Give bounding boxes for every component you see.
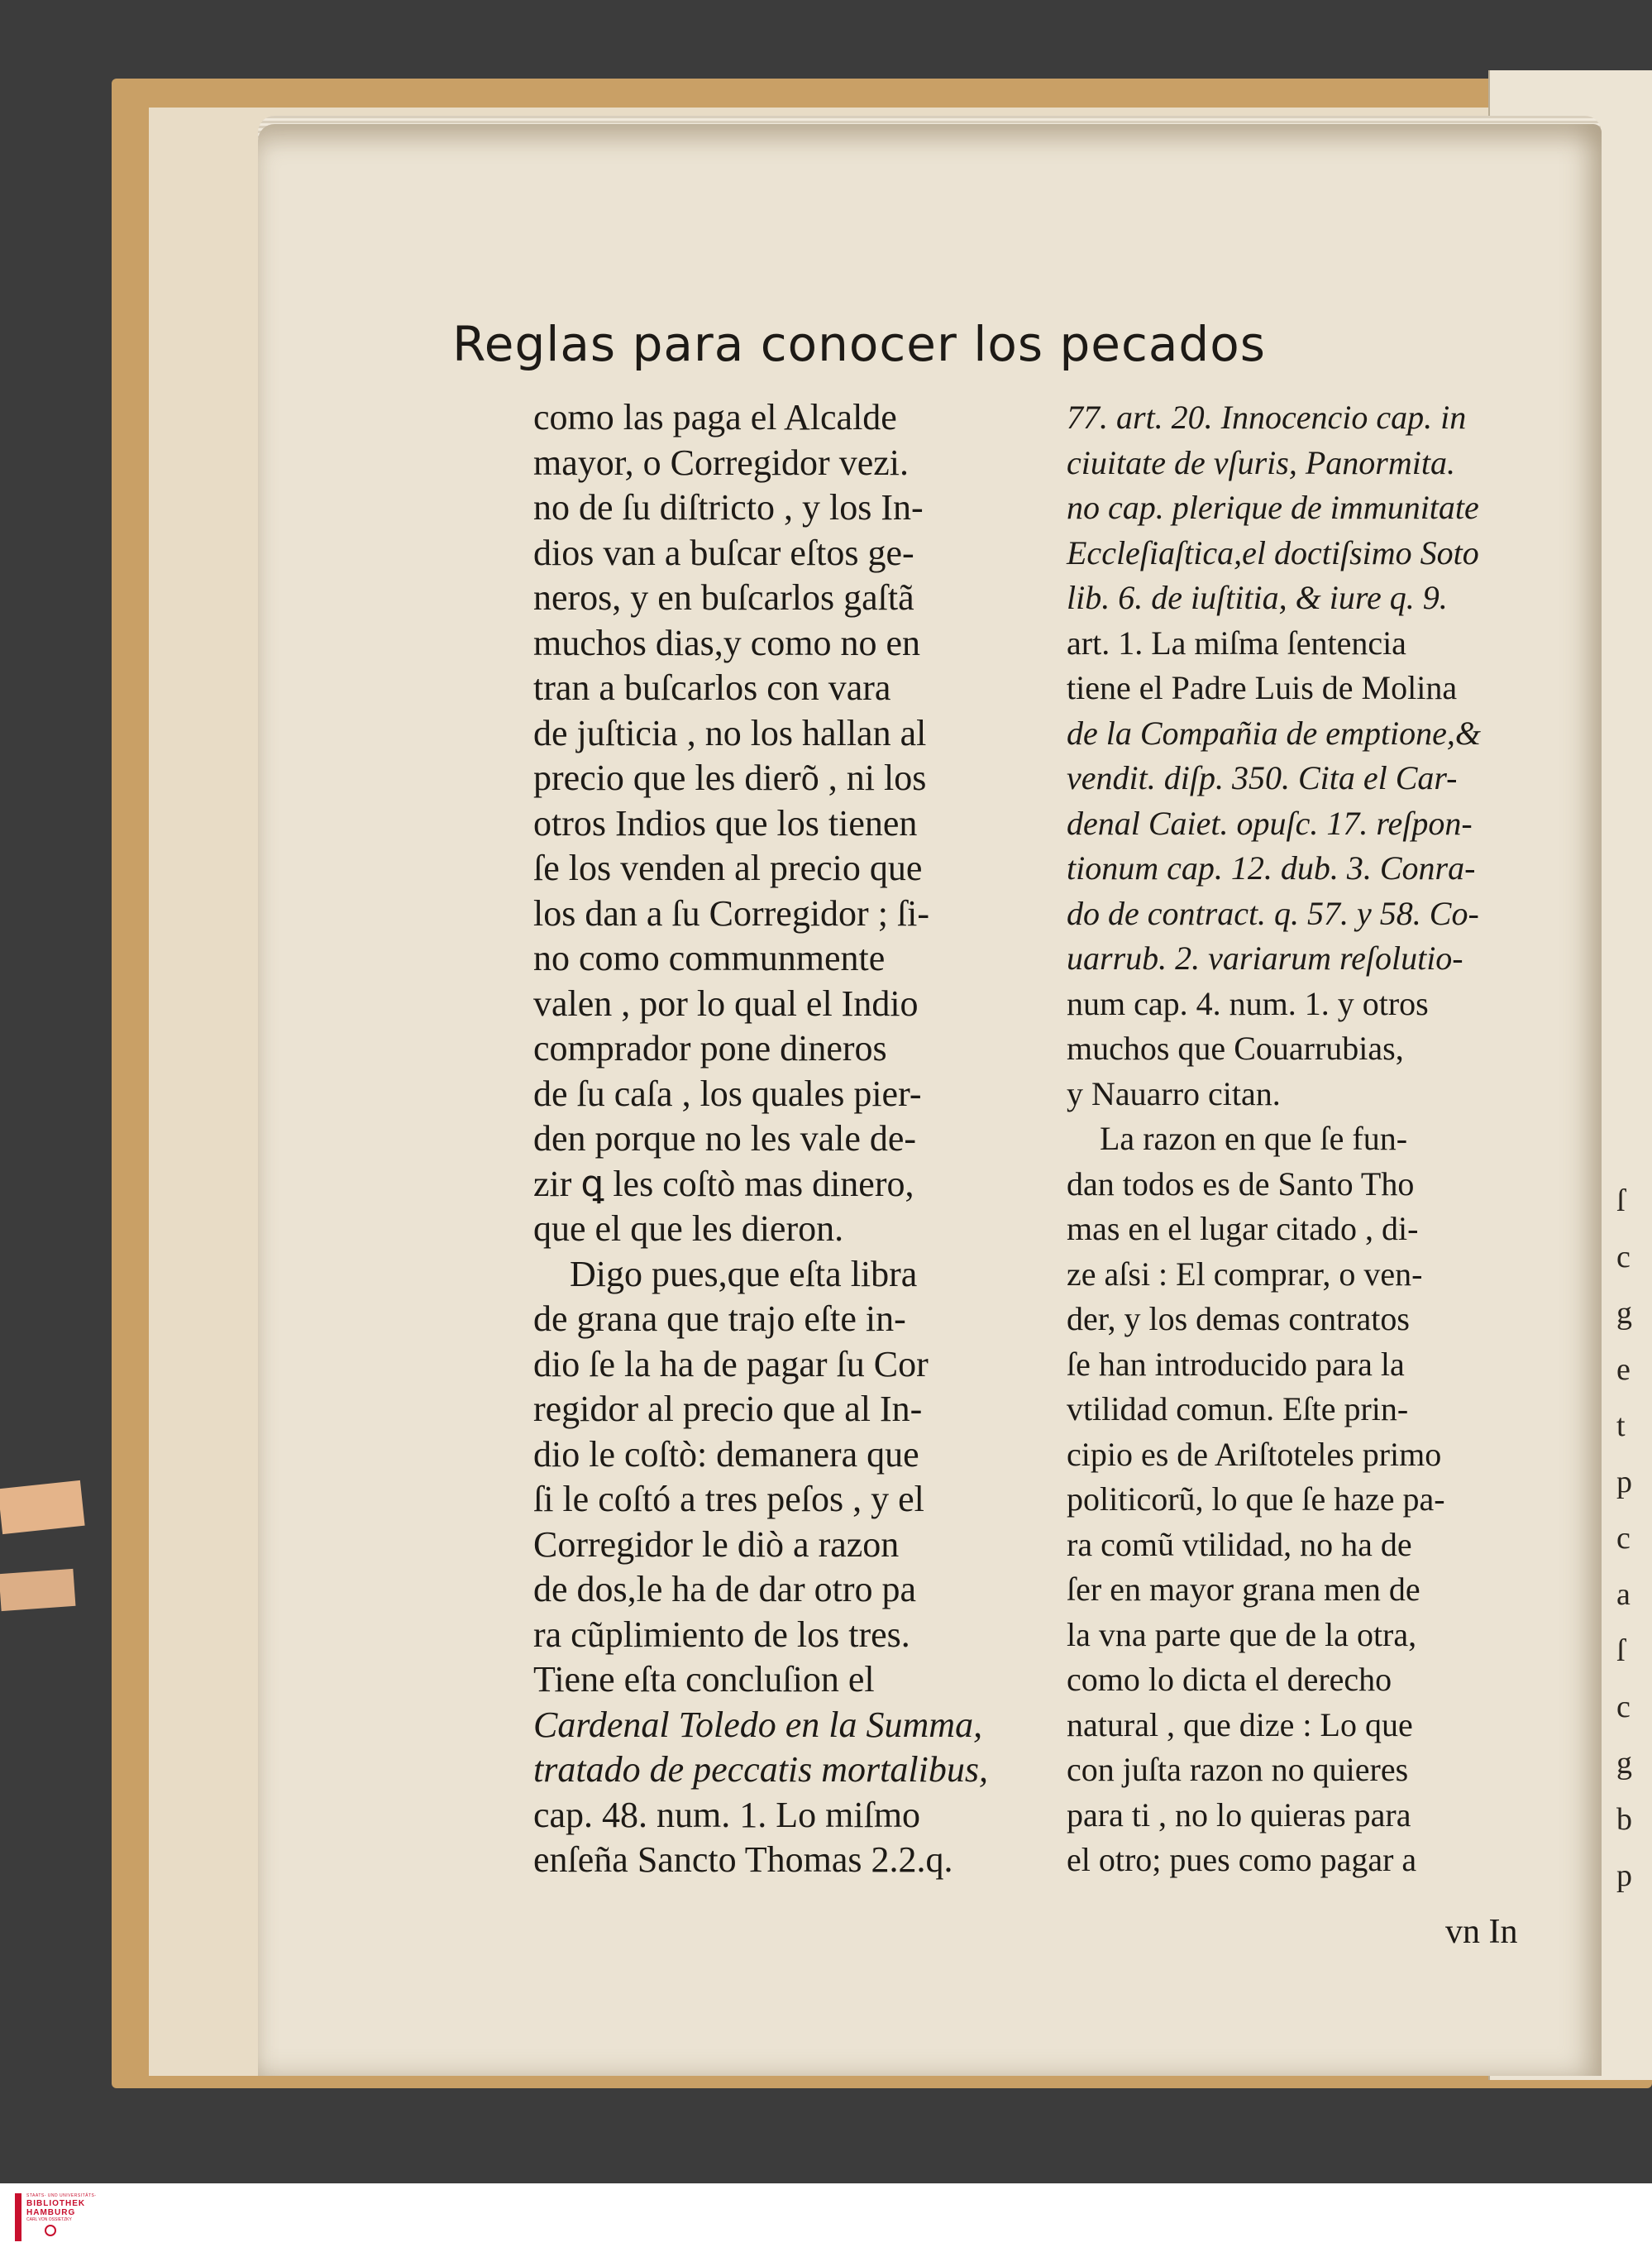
- edge-letter: p: [1616, 1465, 1632, 1499]
- right-column-line: art. 1. La miſma ſentencia: [1067, 624, 1406, 662]
- right-column-line: lib. 6. de iuſtitia, & iure q. 9.: [1067, 579, 1448, 616]
- logo-mark-icon: [15, 2193, 21, 2241]
- catchword: vn In: [1445, 1913, 1518, 1951]
- right-column-line: mas en el lugar citado , di-: [1067, 1210, 1419, 1247]
- edge-letter: g: [1616, 1746, 1632, 1781]
- left-column-line: Digo pues,que eſta libra: [570, 1253, 918, 1294]
- logo-line-4: CARL VON OSSIETZKY: [26, 2217, 72, 2222]
- running-head: [0, 316, 1652, 372]
- logo-text: [26, 2193, 97, 2236]
- left-column-line: cap. 48. num. 1. Lo miſmo: [533, 1794, 921, 1835]
- left-column-line: enſeña Sancto Thomas 2.2.q.: [533, 1839, 953, 1880]
- edge-letter: g: [1616, 1296, 1632, 1331]
- right-column-line: tionum cap. 12. dub. 3. Conra-: [1067, 849, 1476, 887]
- left-column-line: de dos,le ha de dar otro pa: [533, 1569, 917, 1609]
- right-column-line: cipio es de Ariſtoteles primo: [1067, 1435, 1442, 1473]
- edge-letter: e: [1616, 1352, 1631, 1387]
- right-column-line: ciuitate de vſuris, Panormita.: [1067, 443, 1455, 481]
- left-column-line: den porque no les vale de-: [533, 1118, 917, 1159]
- edge-letter: b: [1616, 1802, 1632, 1837]
- left-column-line: de grana que trajo eſte in-: [533, 1298, 906, 1339]
- left-column-line: no de ſu diſtricto , y los In-: [533, 487, 924, 528]
- right-column-line: La razon en que ſe fun-: [1100, 1120, 1408, 1157]
- running-head-text: Reglas para conocer los pecados: [452, 316, 1266, 372]
- right-column-line: num cap. 4. num. 1. y otros: [1067, 984, 1429, 1022]
- logo-line-2: BIBLIOTHEK: [26, 2199, 86, 2208]
- library-logo: [15, 2193, 106, 2243]
- right-column-line: el otro; pues como pagar a: [1067, 1841, 1417, 1878]
- right-column-line: vtilidad comun. Eſte prin-: [1067, 1390, 1409, 1427]
- left-column-line: de juſticia , no los hallan al: [533, 712, 927, 753]
- right-column-line: denal Caiet. opuſc. 17. reſpon-: [1067, 804, 1473, 842]
- right-column-line: tiene el Padre Luis de Molina: [1067, 669, 1458, 706]
- right-column-line: dan todos es de Santo Tho: [1067, 1164, 1415, 1203]
- left-text-column: [533, 395, 1029, 1883]
- left-column-line: otros Indios que los tienen: [533, 802, 918, 844]
- edge-letter: p: [1616, 1858, 1632, 1893]
- right-column-line: para ti , no lo quieras para: [1067, 1795, 1411, 1834]
- right-column-line: do de contract. q. 57. y 58. Co-: [1067, 894, 1479, 932]
- right-column-line: 77. art. 20. Innocencio cap. in: [1067, 399, 1467, 436]
- left-column-line: valen , por lo qual el Indio: [533, 983, 919, 1024]
- edge-letter: ſ: [1616, 1183, 1626, 1218]
- left-column-line: zir ꝗ les coſtò mas dinero,: [533, 1163, 914, 1204]
- right-column-line: ſer en mayor grana men de: [1067, 1571, 1420, 1608]
- right-column-line: ze aſsi : El comprar, o ven-: [1067, 1255, 1423, 1293]
- right-column-line: y Nauarro citan.: [1067, 1074, 1281, 1112]
- right-column-line: no cap. plerique de immunitate: [1067, 489, 1479, 526]
- footer-bar: [0, 2183, 1652, 2252]
- left-column-line: dios van a buſcar eſtos ge-: [533, 532, 914, 573]
- left-column-line: comprador pone dineros: [533, 1028, 887, 1069]
- edge-letter: t: [1616, 1408, 1626, 1443]
- left-column-line: como las paga el Alcalde: [533, 397, 897, 437]
- left-column-line: Tiene eſta concluſion el: [533, 1659, 875, 1700]
- bookmark-ribbon: [0, 1480, 85, 1534]
- right-column-line: der, y los demas contratos: [1067, 1300, 1410, 1337]
- left-column-line: mayor, o Corregidor vezi.: [533, 442, 909, 483]
- left-column-line: ſe los venden al precio que: [533, 848, 923, 888]
- left-column-line: regidor al precio que al In-: [533, 1389, 923, 1429]
- left-column-line: ra cũplimiento de los tres.: [533, 1614, 910, 1655]
- right-column-line: vendit. diſp. 350. Cita el Car-: [1067, 759, 1458, 796]
- right-column-line: politicorũ, lo que ſe haze pa-: [1067, 1480, 1445, 1518]
- left-column-line: precio que les dierõ , ni los: [533, 758, 927, 798]
- left-column-line: Corregidor le diò a razon: [533, 1523, 900, 1565]
- right-column-line: con juſta razon no quieres: [1067, 1751, 1409, 1788]
- left-column-line: no como communmente: [533, 938, 886, 978]
- left-column-line: tran a buſcarlos con vara: [533, 667, 891, 708]
- left-column-line: muchos dias,y como no en: [533, 622, 921, 663]
- right-column-line: la vna parte que de la otra,: [1067, 1615, 1417, 1653]
- left-column-line: tratado de peccatis mortalibus,: [533, 1749, 988, 1790]
- right-text-column: [1067, 395, 1538, 1883]
- left-column-line: de ſu caſa , los quales pier-: [533, 1073, 922, 1114]
- left-column-line: Cardenal Toledo en la Summa,: [533, 1704, 983, 1745]
- logo-line-1: STAATS- UND UNIVERSITÄTS-: [26, 2193, 97, 2198]
- left-column-line: los dan a ſu Corregidor ; ſi-: [533, 892, 930, 934]
- edge-letter: c: [1616, 1521, 1631, 1556]
- edge-letter: c: [1616, 1690, 1631, 1724]
- right-column-line: como lo dicta el derecho: [1067, 1661, 1392, 1698]
- bookmark-ribbon-lower: [0, 1569, 75, 1611]
- right-column-line: muchos que Couarrubias,: [1067, 1030, 1404, 1067]
- edge-letter: ſ: [1616, 1633, 1626, 1668]
- right-column-line: ſe han introducido para la: [1067, 1345, 1405, 1383]
- right-column-line: uarrub. 2. variarum reſolutio-: [1067, 940, 1463, 977]
- right-column-line: de la Compañia de emptione,&: [1067, 714, 1482, 752]
- left-column-line: dio ſe la ha de pagar ſu Cor: [533, 1343, 929, 1384]
- right-column-line: ra comũ vtilidad, no ha de: [1067, 1525, 1412, 1563]
- left-column-line: dio le coſtò: demanera que: [533, 1433, 919, 1475]
- right-column-line: natural , que dize : Lo que: [1067, 1705, 1413, 1743]
- left-column-line: neros, y en buſcarlos gaſtã: [533, 577, 914, 618]
- logo-circle-icon: [45, 2225, 56, 2236]
- left-column-line: que el que les dieron.: [533, 1208, 844, 1249]
- right-column-line: Eccleſiaſtica,el doctiſsimo Soto: [1067, 533, 1479, 571]
- left-column-line: ſi le coſtó a tres peſos , y el: [533, 1479, 924, 1519]
- edge-letter: a: [1616, 1577, 1631, 1612]
- edge-letter: c: [1616, 1240, 1631, 1274]
- logo-line-3: HAMBURG: [26, 2208, 76, 2217]
